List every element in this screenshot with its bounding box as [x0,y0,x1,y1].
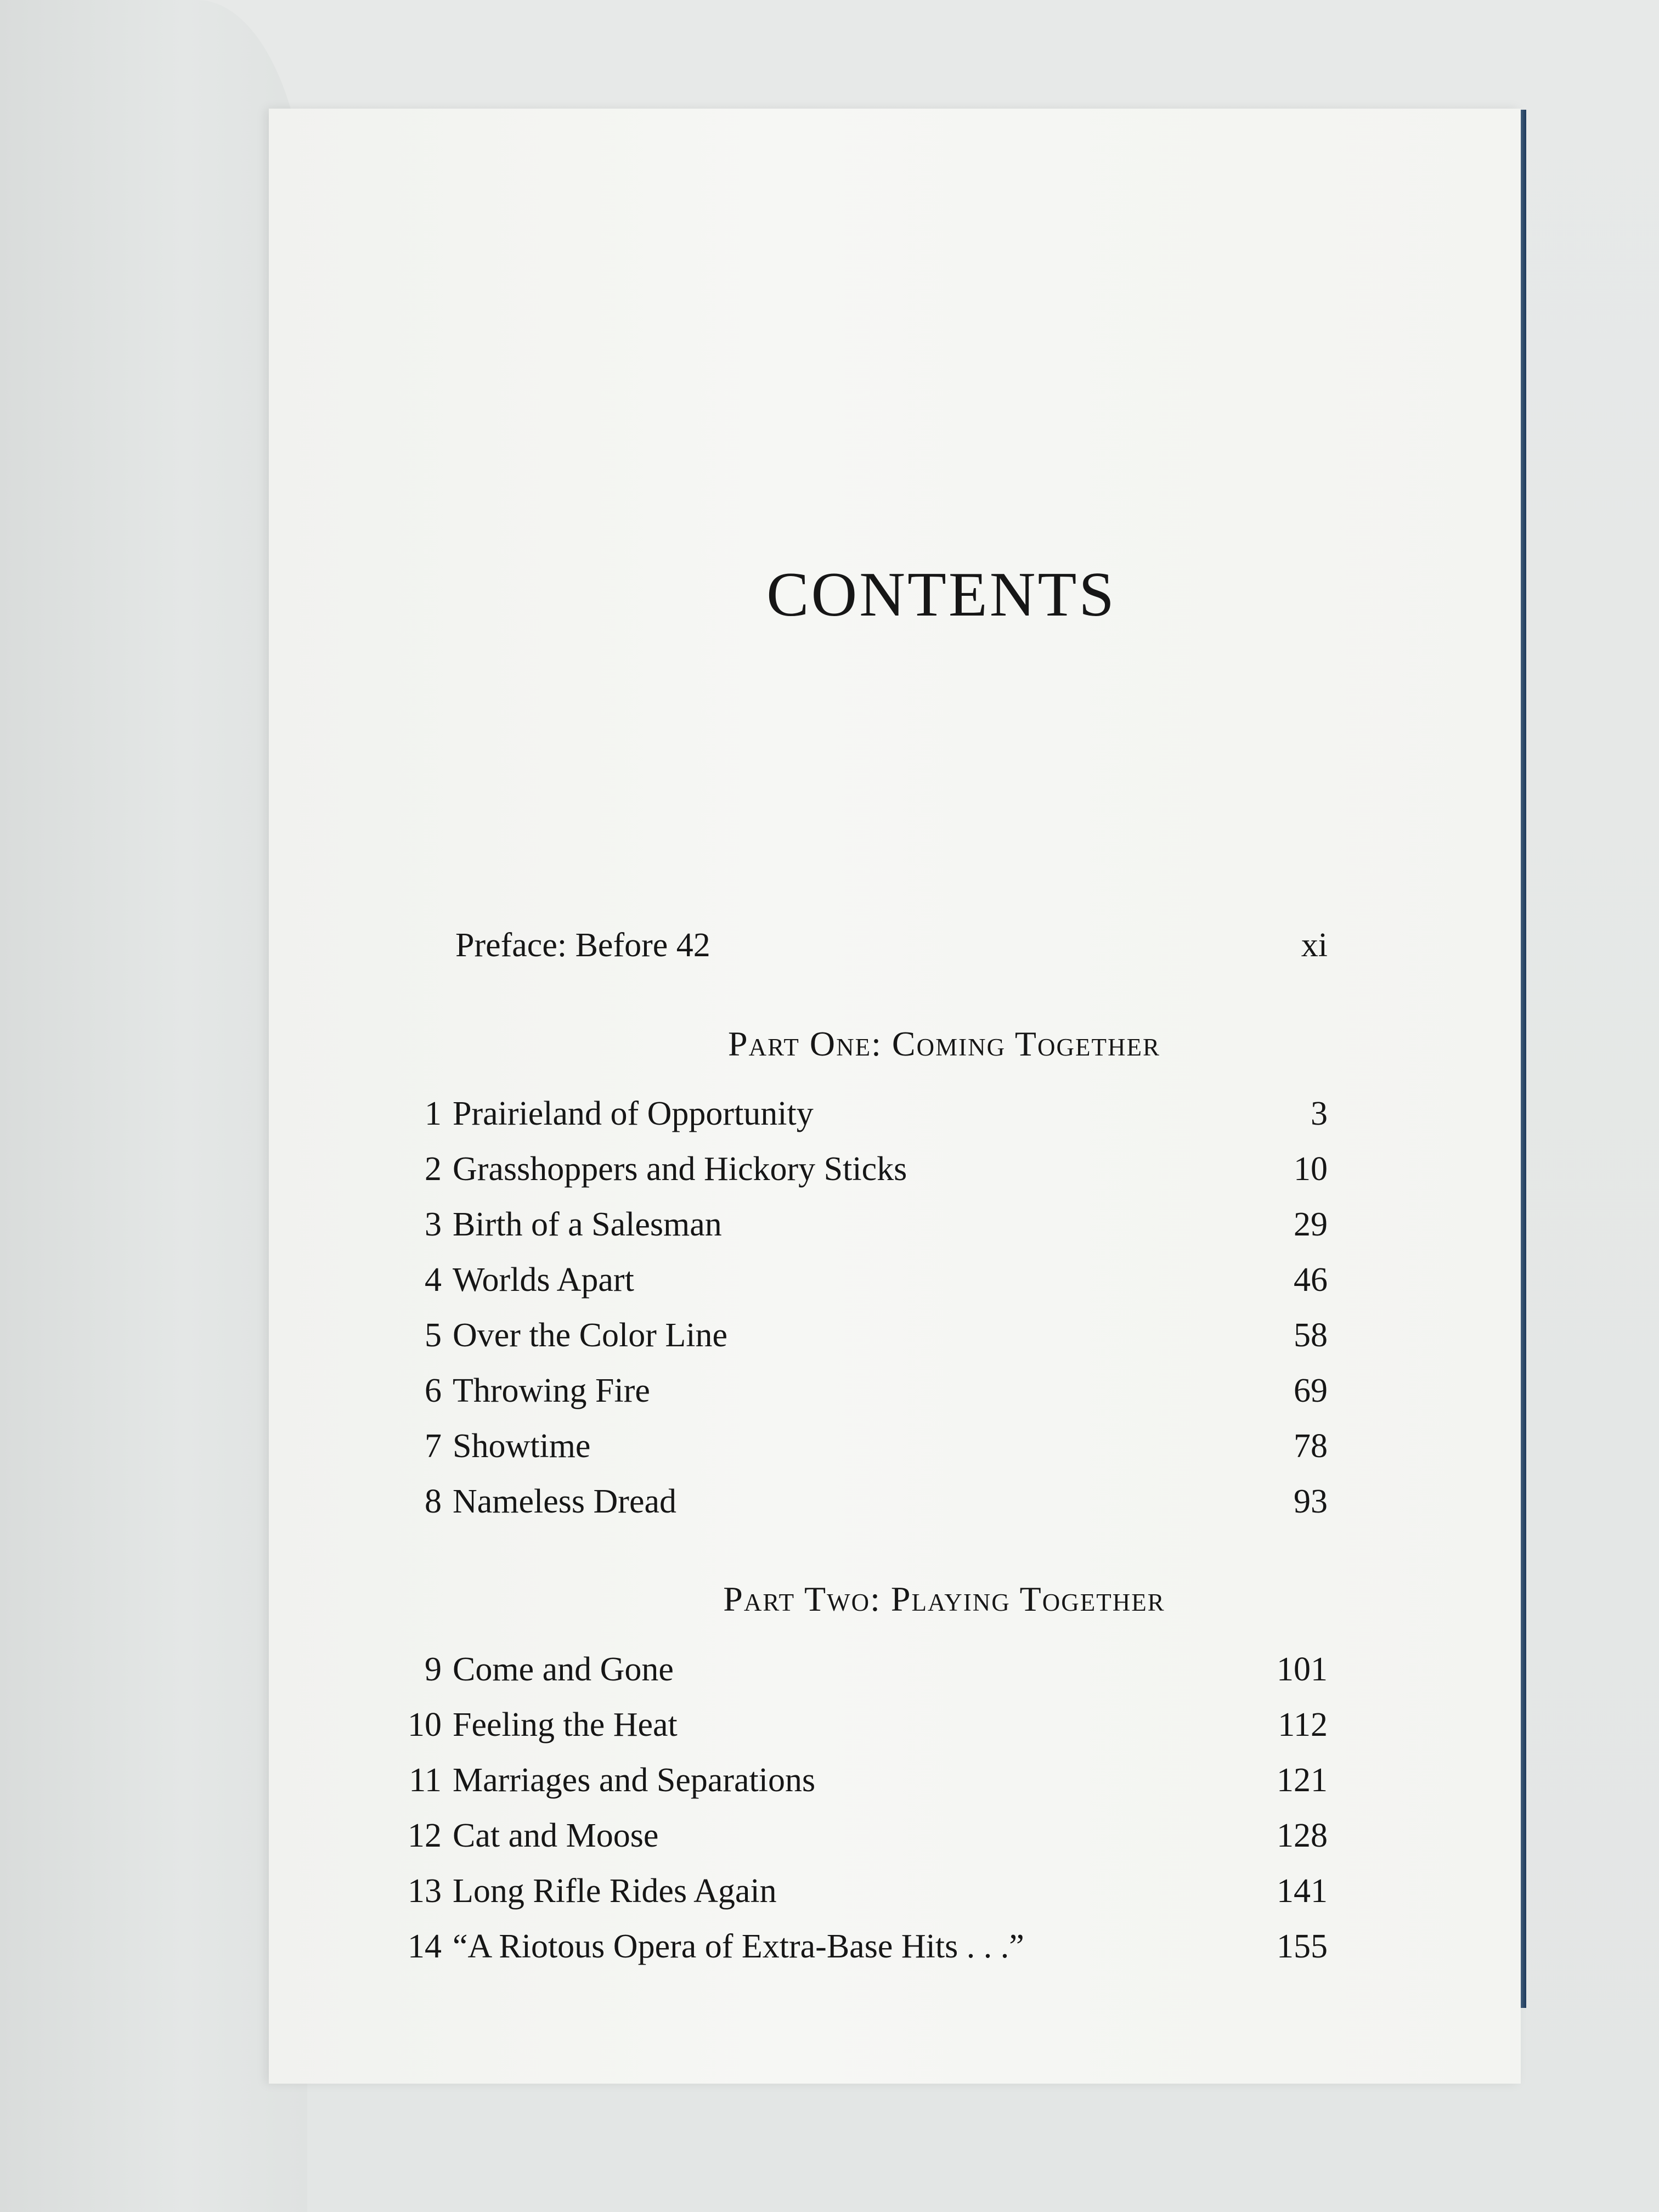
chapter-title: Grasshoppers and Hickory Sticks [453,1150,907,1188]
chapter-page: 69 [1294,1372,1328,1409]
chapter-page: 93 [1294,1483,1328,1520]
chapter-number: 7 [425,1427,442,1465]
chapter-page: 128 [1277,1817,1328,1854]
toc-entry-preface [455,926,1328,965]
toc-entry [398,1864,1328,1919]
chapter-page: 121 [1277,1762,1328,1799]
chapter-title: Throwing Fire [453,1372,650,1409]
part-heading: Part One: Coming Together [728,1024,1160,1063]
toc-entry-title: Preface: Before 42 [455,927,710,964]
chapter-title: Nameless Dread [453,1483,676,1520]
chapter-title: Long Rifle Rides Again [453,1872,777,1910]
chapter-number: 1 [425,1095,442,1132]
chapter-page: 46 [1294,1261,1328,1299]
toc-entry [398,1474,1328,1530]
chapter-page: 10 [1294,1150,1328,1188]
table-of-contents [269,109,1521,2084]
toc-entry [398,1697,1328,1753]
chapter-title: Worlds Apart [453,1261,634,1299]
toc-entry [398,1252,1328,1308]
chapter-list [398,1642,1328,1974]
chapter-page: 141 [1277,1872,1328,1910]
chapter-number: 10 [408,1706,442,1743]
chapter-page: 155 [1277,1928,1328,1965]
chapter-page: 58 [1294,1317,1328,1354]
part-heading: Part Two: Playing Together [723,1579,1165,1618]
chapter-page: 29 [1294,1206,1328,1243]
chapter-number: 3 [425,1206,442,1243]
page-title: CONTENTS [766,560,1116,630]
chapter-title: “A Riotous Opera of Extra-Base Hits . . .” [453,1928,1024,1965]
chapter-title: Birth of a Salesman [453,1206,722,1243]
chapter-title: Showtime [453,1427,591,1465]
chapter-title: Come and Gone [453,1651,674,1688]
toc-entry [398,1642,1328,1697]
chapter-number: 14 [408,1928,442,1965]
chapter-number: 9 [425,1651,442,1688]
chapter-number: 13 [408,1872,442,1910]
contents-page [269,109,1521,2084]
chapter-title: Prairieland of Opportunity [453,1095,814,1132]
toc-entry [398,1419,1328,1474]
toc-entry [398,1808,1328,1864]
chapter-title: Cat and Moose [453,1817,659,1854]
chapter-title: Marriages and Separations [453,1762,816,1799]
chapter-page: 78 [1294,1427,1328,1465]
chapter-number: 2 [425,1150,442,1188]
chapter-number: 6 [425,1372,442,1409]
toc-entry [398,1753,1328,1808]
chapter-page: 112 [1278,1706,1328,1743]
chapter-title: Over the Color Line [453,1317,728,1354]
toc-entry-page: xi [1301,927,1328,964]
chapter-number: 4 [425,1261,442,1299]
toc-entry [398,1919,1328,1974]
toc-entry [398,1308,1328,1363]
chapter-title: Feeling the Heat [453,1706,678,1743]
facing-page [0,0,307,2212]
chapter-number: 8 [425,1483,442,1520]
chapter-list [398,1086,1328,1530]
chapter-number: 5 [425,1317,442,1354]
toc-entry [398,1363,1328,1419]
chapter-page: 3 [1311,1095,1328,1132]
toc-entry [398,1142,1328,1197]
chapter-page: 101 [1277,1651,1328,1688]
chapter-number: 11 [409,1762,442,1799]
chapter-number: 12 [408,1817,442,1854]
toc-entry [398,1197,1328,1252]
facing-page-bleed-text [93,494,101,529]
toc-entry [398,1086,1328,1142]
